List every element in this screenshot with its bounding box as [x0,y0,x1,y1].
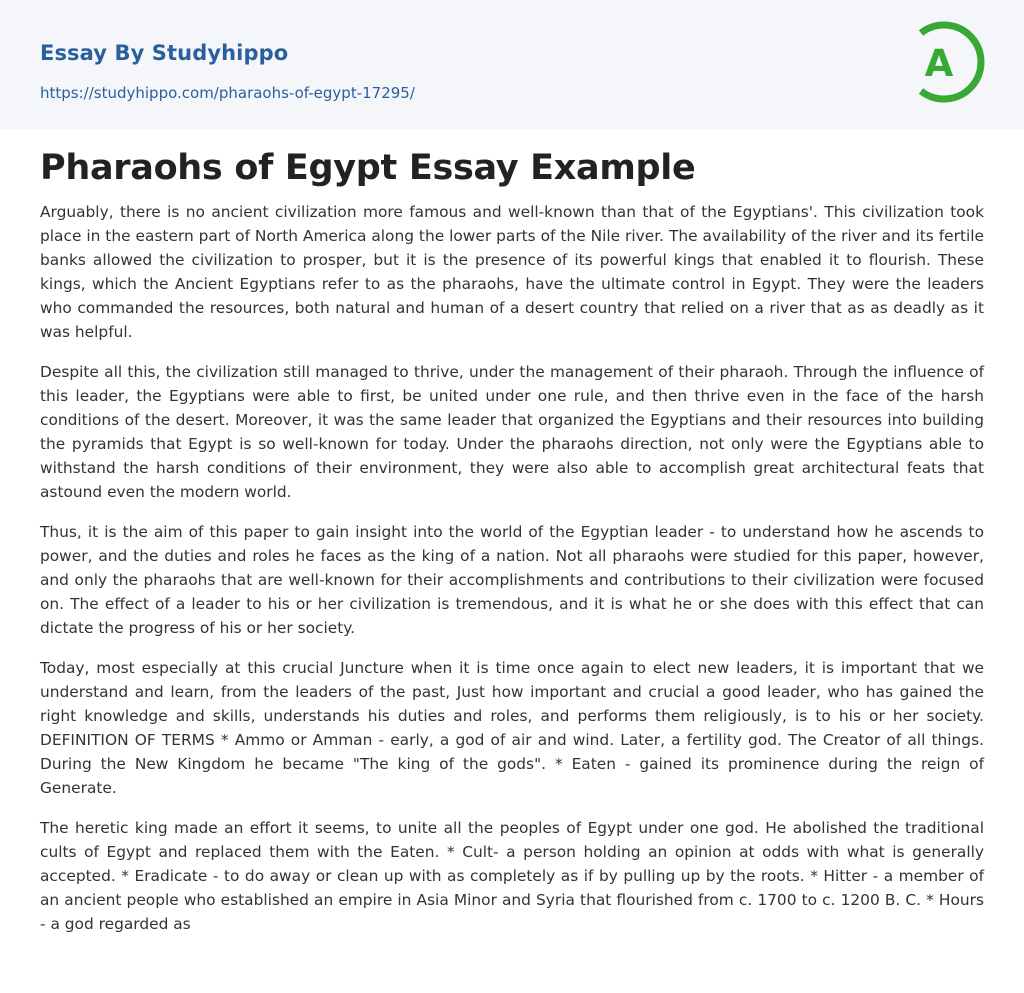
page-url-link[interactable]: https://studyhippo.com/pharaohs-of-egypt-17295/ [40,84,415,102]
essay-paragraph: The heretic king made an effort it seems, to unite all the peoples of Egypt under one god. He abolished the traditional cults of Egypt and replaced them with the Eaten. * Cult- a person holding an opinion at odds with what is generally accepted. * Eradicate - to do away or clean up with as completely as if by pulling up by the roots. * Hitter - a member of an ancient people who established an empire in Asia Minor and Syria that flourished from c. 1700 to c. 1200 B. C. * Hours - a god regarded as [40,819,984,933]
logo-icon [913,20,985,104]
page-title: Pharaohs of Egypt Essay Example [40,148,696,188]
essay-paragraph: Thus, it is the aim of this paper to gain insight into the world of the Egyptian leader - to understand how he ascends to power, and the duties and roles he faces as the king of a nation. Not all pharaohs were studied for this paper, however, and only the pharaohs that are well-known for their accomplishments and contributions to their civilization were focused on. The effect of a leader to his or her civilization is tremendous, and it is what he or she does with this effect that can dictate the progress of his or her society. [40,523,984,637]
essay-paragraph: Despite all this, the civilization still managed to thrive, under the management of their pharaoh. Through the influence of this leader, the Egyptians were able to first, be united under one rule, and then thrive even in the face of the harsh conditions of the desert. Moreover, it was the same leader that organized the Egyptians and their resources into building the pyramids that Egypt is so well-known for today. Under the pharaohs direction, not only were the Egyptians able to withstand the harsh conditions of their environment, they were also able to accomplish great architectural feats that astound even the modern world. [40,363,984,501]
logo-letter: A [924,42,954,85]
studyhippo-logo[interactable] [913,20,985,104]
essay-body [40,200,984,952]
essay-paragraph: Arguably, there is no ancient civilization more famous and well-known than that of the Egyptians'. This civilization took place in the eastern part of North America along the lower parts of the Nile river. The availability of the river and its fertile banks allowed the civilization to prosper, but it is the presence of its powerful kings that enabled it to flourish. These kings, which the Ancient Egyptians refer to as the pharaohs, have the ultimate control in Egypt. They were the leaders who commanded the resources, both natural and human of a desert country that relied on a river that as as deadly as it was helpful. [40,203,984,341]
site-brand[interactable]: Essay By Studyhippo [40,41,289,65]
essay-paragraph: Today, most especially at this crucial Juncture when it is time once again to elect new leaders, it is important that we understand and learn, from the leaders of the past, Just how important and crucial a good leader, who has gained the right knowledge and skills, understands his duties and roles, and performs them religiously, is to his or her society. DEFINITION OF TERMS * Ammo or Amman - early, a god of air and wind. Later, a fertility god. The Creator of all things. During the New Kingdom he became "The king of the gods". * Eaten - gained its prominence during the reign of Generate. [40,659,984,797]
